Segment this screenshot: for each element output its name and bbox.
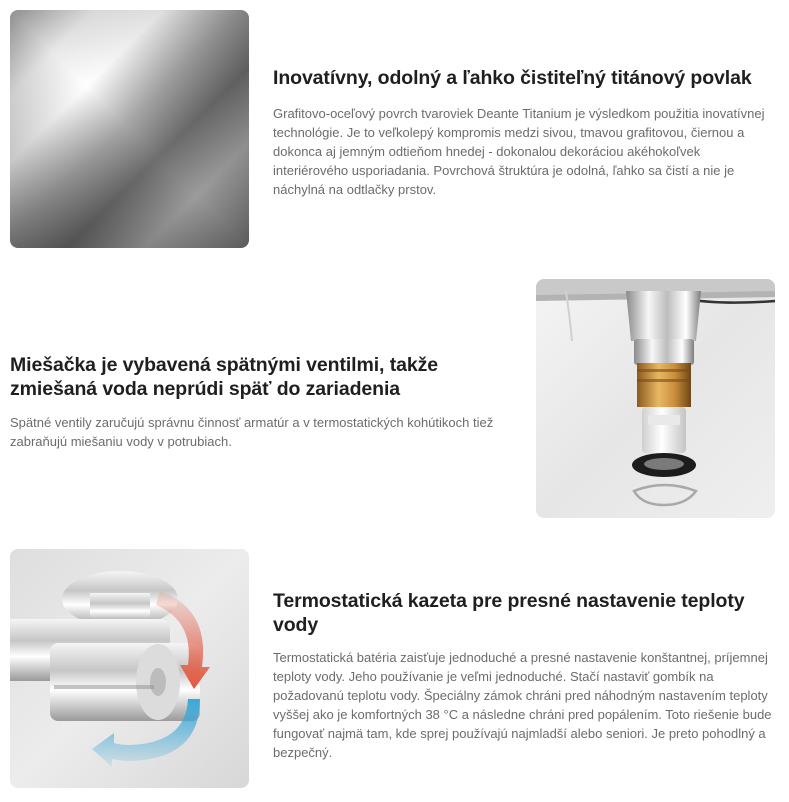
titanium-surface-image xyxy=(10,10,249,248)
section-body: Termostatická batéria zaisťuje jednoduché a presné nastavenie konštantnej, príjemnej teploty vody. Jeho používanie je veľmi jednoduché. Stačí nastaviť gombík na požadovanú teplotu vody. Špeciálny zámok chráni pred náhodným nastavením teploty vyššej ako je komfortných 38 °C a následne chráni pred popálením. Toto riešenie bude fungovať najmä tam, kde sprej používajú najmladší alebo seniori. Je preto pohodlný a bezpečný. xyxy=(273,650,772,760)
section-titanium xyxy=(273,66,773,199)
check-valve-graphic xyxy=(536,279,775,518)
section-title: Miešačka je vybavená spätnými ventilmi, takže zmiešaná voda neprúdi späť do zariadenia xyxy=(10,354,438,400)
section-body: Spätné ventily zaručujú správnu činnosť armatúr a v termostatických kohútikoch tiež zabraňujú miešaniu vody v potrubiach. xyxy=(10,415,494,449)
section-title: Inovatívny, odolný a ľahko čistiteľný titánový povlak xyxy=(273,67,752,89)
section-title: Termostatická kazeta pre presné nastavenie teploty vody xyxy=(273,590,745,636)
section-body: Grafitovo-oceľový povrch tvaroviek Deante Titanium je výsledkom použitia inovatívnej technológie. Je to veľkolepý kompromis medzi sivou, tmavou grafitovou, čiernou a dokonca aj jemným odtieňom hnedej - dokonalou dekoráciou akéhokoľvek interiérového usporiadania. Povrchová štruktúra je odolná, ľahko sa čistí a nie je náchylná na odtlačky prstov. xyxy=(273,106,765,197)
thermostat-knob-graphic xyxy=(10,549,249,788)
section-thermostat xyxy=(273,589,773,762)
section-check-valve xyxy=(10,353,510,451)
thermostatic-cartridge-image xyxy=(10,549,249,788)
titanium-texture-graphic xyxy=(10,10,249,248)
check-valve-image xyxy=(536,279,775,518)
